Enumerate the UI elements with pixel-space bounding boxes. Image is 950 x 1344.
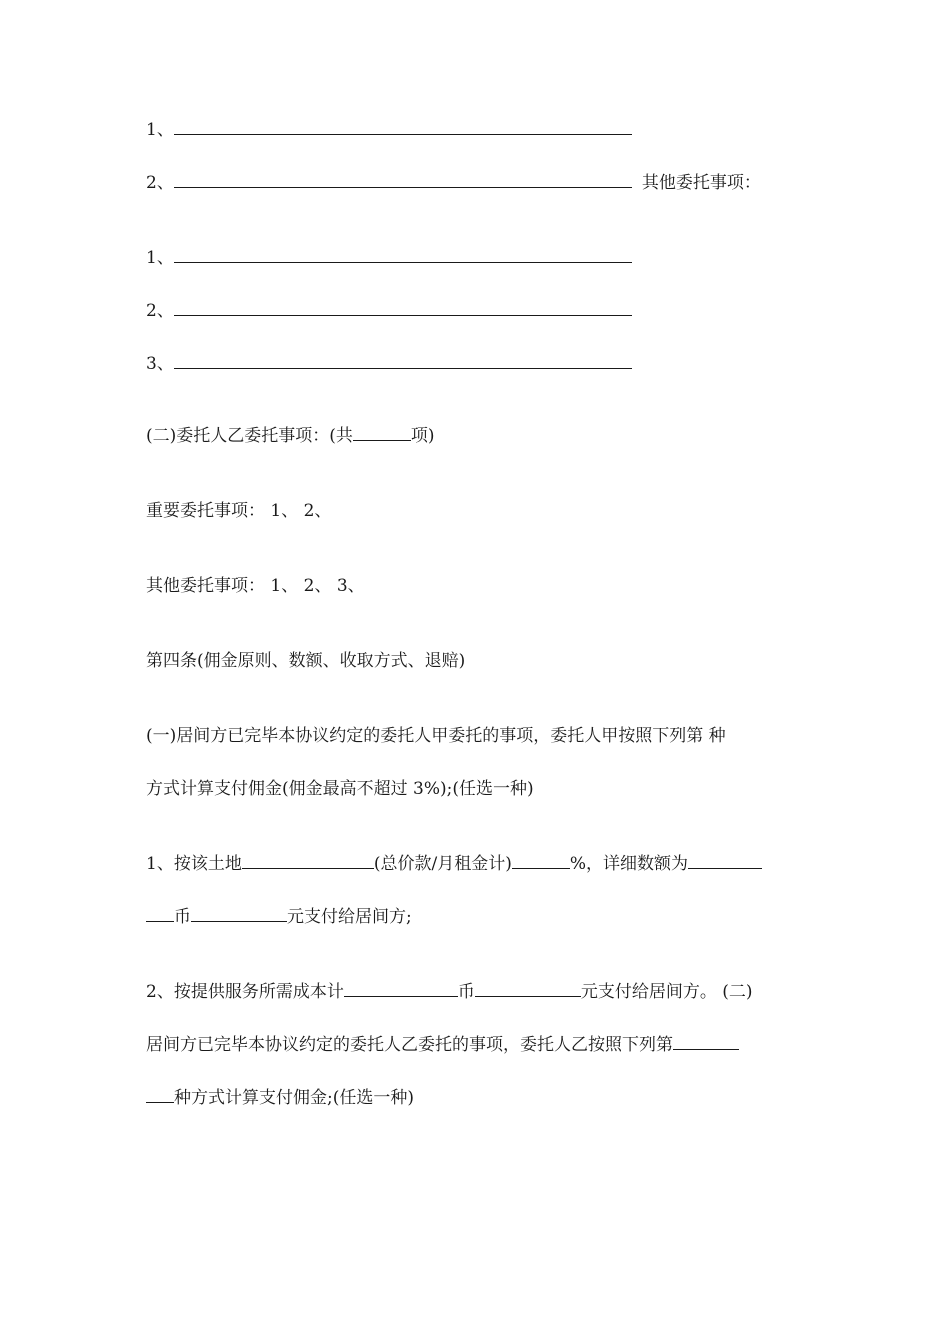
para1-line2: 方式计算支付佣金(佣金最高不超过 3%);(任选一种) <box>146 779 534 799</box>
blank-line <box>242 852 374 869</box>
para2-text-end: 种方式计算支付佣金;(任选一种) <box>174 1088 414 1108</box>
option2-line <box>146 980 753 1004</box>
list-b-item-1 <box>146 246 632 270</box>
para2-line2 <box>146 1086 414 1110</box>
option2-text-b: 币 <box>457 982 475 1002</box>
list-b-item-3 <box>146 352 632 376</box>
section2-heading-text: (二)委托人乙委托事项：(共 <box>146 426 353 446</box>
list-number: 1、 <box>146 120 174 140</box>
blank-line <box>344 980 458 997</box>
option1-text-e: 元支付给居间方; <box>287 907 412 927</box>
option1-text-d: 币 <box>174 907 191 927</box>
blank-line <box>475 980 581 997</box>
option1-text-b: (总价款/月租金计) <box>373 854 512 874</box>
section2-heading-end: 项) <box>410 426 435 446</box>
blank-line <box>688 852 762 869</box>
option1-line1 <box>146 852 762 876</box>
list-a-item-2 <box>146 171 761 195</box>
list-number: 3、 <box>146 354 174 374</box>
option1-line2 <box>146 905 412 929</box>
blank-line <box>146 905 174 922</box>
blank-line <box>191 905 287 922</box>
para2-text: 居间方已完毕本协议约定的委托人乙委托的事项，委托人乙按照下列第 <box>146 1035 673 1055</box>
article-4-heading: 第四条(佣金原则、数额、收取方式、退赔) <box>146 651 466 671</box>
blank-line <box>174 299 632 316</box>
blank-line <box>512 852 570 869</box>
list-number: 2、 <box>146 301 174 321</box>
list-number: 1、 <box>146 248 174 268</box>
other-items-label: 其他委托事项： <box>641 173 761 193</box>
blank-line <box>353 424 411 441</box>
para1-line1: (一)居间方已完毕本协议约定的委托人甲委托的事项，委托人甲按照下列第 种 <box>146 726 726 746</box>
para2-line1 <box>146 1033 739 1057</box>
blank-line <box>174 246 632 263</box>
blank-line <box>673 1033 739 1050</box>
blank-line <box>146 1086 174 1103</box>
list-b-item-2 <box>146 299 632 323</box>
other-items-line: 其他委托事项： 1、 2、 3、 <box>146 576 365 596</box>
list-a-item-1 <box>146 118 632 142</box>
option2-text-a: 2、按提供服务所需成本计 <box>146 982 344 1002</box>
blank-line <box>174 171 632 188</box>
blank-line <box>174 352 632 369</box>
blank-line <box>174 118 632 135</box>
option1-text-a: 1、按该土地 <box>146 854 242 874</box>
important-items-line: 重要委托事项： 1、 2、 <box>146 501 332 521</box>
section2-heading <box>146 424 435 448</box>
list-number: 2、 <box>146 173 174 193</box>
option2-text-c: 元支付给居间方。 (二) <box>580 982 753 1002</box>
option1-text-c: %，详细数额为 <box>569 854 688 874</box>
